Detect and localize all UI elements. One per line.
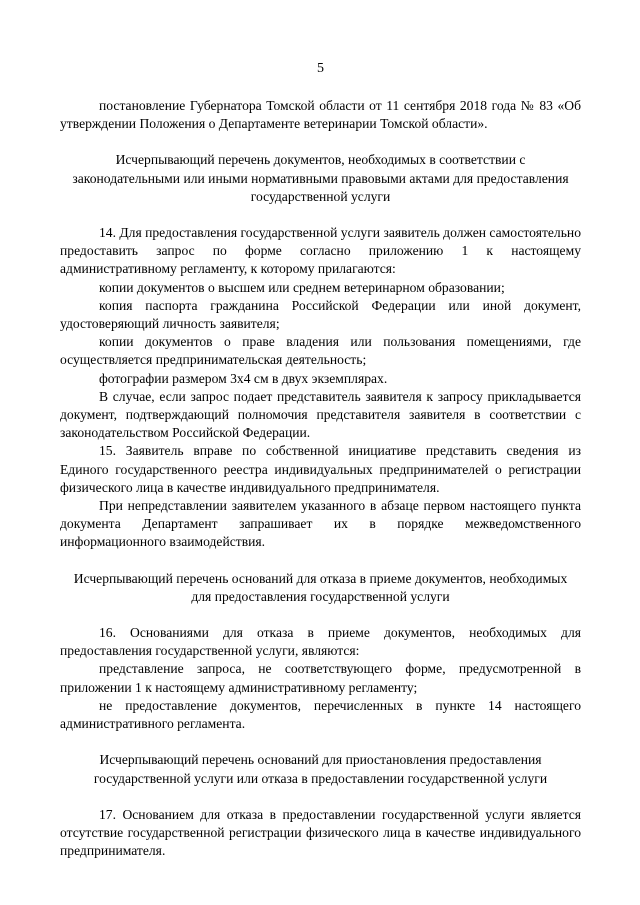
- spacer: [60, 206, 581, 224]
- paragraph: фотографии размером 3х4 см в двух экземплярах.: [99, 370, 388, 386]
- paragraph: копии документов о высшем или среднем ветеринарном образовании;: [99, 279, 505, 295]
- paragraph: В случае, если запрос подает представитель заявителя к запросу прикладывается документ, подтверждающий полномочия представителя заявителя в соответствии с законодательством Российской Федерации.: [60, 388, 581, 441]
- paragraph: 17. Основанием для отказа в предоставлении государственной услуги является отсутствие государственной регистрации физического лица в качестве индивидуального предпринимателя.: [60, 806, 581, 859]
- spacer: [60, 733, 581, 751]
- document-body: [60, 97, 581, 860]
- section-heading: Исчерпывающий перечень оснований для отказа в приеме документов, необходимых для предоставления государственной услуги: [73, 570, 568, 604]
- paragraph: не предоставление документов, перечисленных в пункте 14 настоящего административного регламента.: [60, 697, 581, 732]
- paragraph: представление запроса, не соответствующего форме, предусмотренной в приложении 1 к настоящему административному регламенту;: [60, 661, 581, 695]
- paragraph: 14. Для предоставления государственной услуги заявитель должен самостоятельно предоставить запрос по форме согласно приложению 1 к настоящему административному регламенту, к которому прилагаются:: [60, 225, 581, 277]
- section-heading: Исчерпывающий перечень оснований для приостановления предоставления государственной услуги или отказа в предоставлении государственной услуги: [93, 752, 548, 786]
- spacer: [60, 606, 581, 624]
- spacer: [60, 552, 581, 570]
- paragraph: постановление Губернатора Томской области от 11 сентября 2018 года № 83 «Об утверждении Положения о Департаменте ветеринарии Томской области».: [60, 98, 581, 132]
- paragraph: копии документов о праве владения или пользования помещениями, где осуществляется предпринимательская деятельность;: [60, 334, 581, 368]
- spacer: [60, 788, 581, 806]
- paragraph: копия паспорта гражданина Российской Федерации или иной документ, удостоверяющий личность заявителя;: [60, 297, 581, 332]
- section-heading: Исчерпывающий перечень документов, необходимых в соответствии с законодательными или иными нормативными правовыми актами для предоставления государственной услуги: [72, 152, 569, 204]
- paragraph: 16. Основаниями для отказа в приеме документов, необходимых для предоставления государственной услуги, являются:: [60, 625, 581, 659]
- paragraph: При непредставлении заявителем указанного в абзаце первом настоящего пункта документа Департамент запрашивает их в порядке межведомственного информационного взаимодействия.: [60, 498, 581, 550]
- spacer: [60, 133, 581, 151]
- page-number: 5: [317, 61, 324, 76]
- paragraph: 15. Заявитель вправе по собственной инициативе представить сведения из Единого государственного реестра индивидуальных предпринимателей о регистрации физического лица в качестве индивидуального предпринимателя.: [60, 443, 581, 495]
